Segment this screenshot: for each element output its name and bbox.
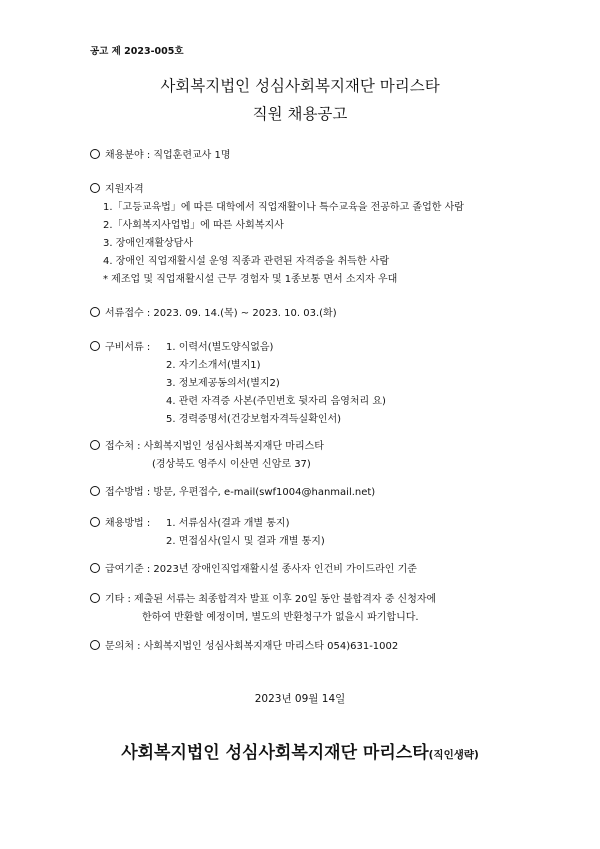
qualification-item: 3. 장애인재활상담사 bbox=[103, 238, 193, 249]
hiring-heading-text: 채용방법 : bbox=[105, 518, 151, 529]
seal-omitted-note: (직인생략) bbox=[428, 749, 479, 761]
method-text: 접수방법 : 방문, 우편접수, e-mail(swf1004@hanmail.net) bbox=[105, 487, 376, 498]
circle-bullet-icon bbox=[90, 563, 100, 573]
field-item bbox=[90, 146, 231, 161]
contact-item bbox=[90, 637, 398, 652]
hiring-heading bbox=[90, 514, 150, 529]
circle-bullet-icon bbox=[90, 593, 100, 603]
circle-bullet-icon bbox=[90, 440, 100, 450]
document-item: 1. 이력서(별도양식없음) bbox=[166, 342, 274, 353]
hiring-item: 2. 면접심사(일시 및 결과 개별 통지) bbox=[166, 536, 325, 547]
qualification-item: 2.「사회복지사업법」에 따른 사회복지사 bbox=[103, 220, 284, 231]
qualification-heading-text: 지원자격 bbox=[105, 184, 144, 195]
contact-text: 문의처 : 사회복지법인 성심사회복지재단 마리스타 054)631-1002 bbox=[105, 641, 399, 652]
qualification-note: * 제조업 및 직업재활시설 근무 경험자 및 1종보통 면서 소지자 우대 bbox=[103, 274, 398, 285]
document-item: 4. 관련 자격증 사본(주민번호 뒷자리 음영처리 요) bbox=[166, 396, 386, 407]
circle-bullet-icon bbox=[90, 517, 100, 527]
circle-bullet-icon bbox=[90, 149, 100, 159]
circle-bullet-icon bbox=[90, 486, 100, 496]
document-item: 2. 자기소개서(별지1) bbox=[166, 360, 261, 371]
etc-item bbox=[90, 590, 436, 605]
salary-item bbox=[90, 560, 417, 575]
qualification-heading bbox=[90, 180, 144, 195]
receiver-item bbox=[90, 437, 324, 452]
page-subtitle: 직원 채용공고 bbox=[252, 105, 348, 123]
method-item bbox=[90, 483, 375, 498]
issuer-name: 사회복지법인 성심사회복지재단 마리스타 bbox=[121, 743, 429, 763]
circle-bullet-icon bbox=[90, 183, 100, 193]
document-item: 3. 정보제공동의서(별지2) bbox=[166, 378, 280, 389]
qualification-item: 1.「고등교육법」에 따른 대학에서 직업재활이나 특수교육을 전공하고 졸업한 사람 bbox=[103, 202, 464, 213]
circle-bullet-icon bbox=[90, 640, 100, 650]
issue-date: 2023년 09월 14일 bbox=[254, 693, 346, 705]
etc-continuation: 한하여 반환할 예정이며, 별도의 반환청구가 없을시 파기합니다. bbox=[142, 612, 419, 623]
issuer-footer bbox=[0, 738, 600, 763]
salary-text: 급여기준 : 2023년 장애인직업재활시설 종사자 인건비 가이드라인 기준 bbox=[105, 564, 417, 575]
circle-bullet-icon bbox=[90, 307, 100, 317]
documents-heading bbox=[90, 338, 150, 353]
field-text: 채용분야 : 직업훈련교사 1명 bbox=[105, 150, 231, 161]
etc-text: 기타 : 제출된 서류는 최종합격자 발표 이후 20일 동안 불합격자 중 신청자에 bbox=[105, 594, 437, 605]
documents-heading-text: 구비서류 : bbox=[105, 342, 151, 353]
page-title: 사회복지법인 성심사회복지재단 마리스타 bbox=[160, 77, 440, 95]
receiver-text: 접수처 : 사회복지법인 성심사회복지재단 마리스타 bbox=[105, 441, 324, 452]
qualification-item: 4. 장애인 직업재활시설 운영 직종과 관련된 자격증을 취득한 사람 bbox=[103, 256, 390, 267]
period-item bbox=[90, 304, 337, 319]
notice-number: 공고 제 2023-005호 bbox=[90, 46, 184, 57]
period-text: 서류접수 : 2023. 09. 14.(목) ~ 2023. 10. 03.(화) bbox=[105, 308, 337, 319]
receiver-address: (경상북도 영주시 이산면 신암로 37) bbox=[152, 459, 311, 470]
circle-bullet-icon bbox=[90, 341, 100, 351]
document-item: 5. 경력증명서(건강보험자격득실확인서) bbox=[166, 414, 342, 425]
hiring-item: 1. 서류심사(결과 개별 통지) bbox=[166, 518, 290, 529]
